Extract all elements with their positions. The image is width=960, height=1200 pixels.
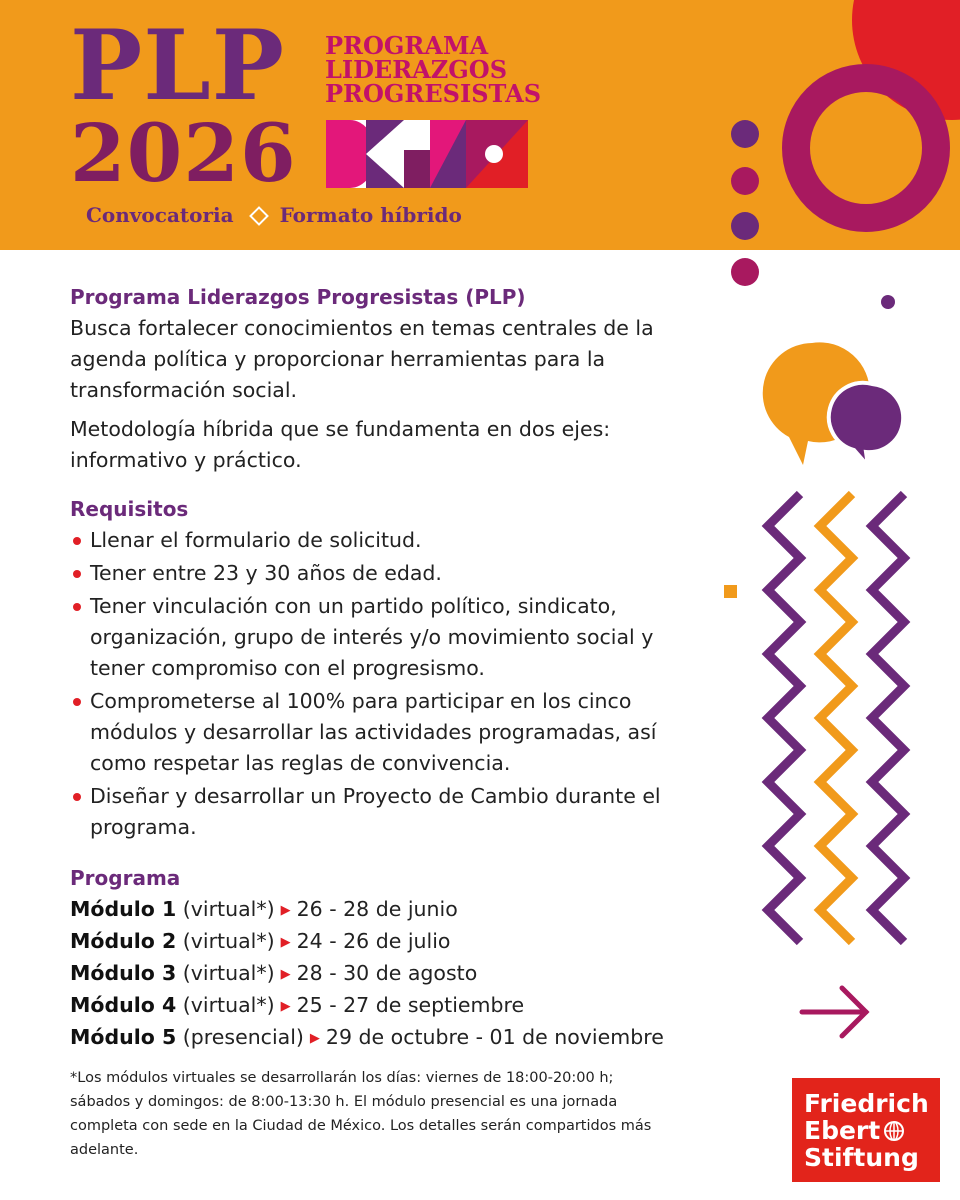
module-row: Módulo 2 (virtual*) ▶ 24 - 26 de julio	[70, 929, 451, 953]
list-item: Diseñar y desarrollar un Proyecto de Cambio durante el programa.	[70, 781, 710, 843]
bullet-icon	[73, 793, 81, 801]
dot-icon	[731, 167, 759, 195]
dot-icon	[731, 258, 759, 286]
module-row: Módulo 3 (virtual*) ▶ 28 - 30 de agosto	[70, 961, 478, 985]
list-item: Tener entre 23 y 30 años de edad.	[70, 558, 710, 589]
bullet-icon	[73, 698, 81, 706]
list-item: Comprometerse al 100% para participar en los cinco módulos y desarrollar las actividades programadas, así como respetar las reglas de convivencia.	[70, 686, 710, 779]
intro-paragraph-2: Metodología híbrida que se fundamenta en dos ejes: informativo y práctico.	[70, 417, 611, 472]
arrow-right-icon	[802, 988, 866, 1036]
footnote: *Los módulos virtuales se desarrollarán los días: viernes de 18:00-20:00 h; sábados y domingos: de 8:00-13:30 h. El módulo presencial es una jornada completa con sede en la Ciudad de México. Los detalles serán compartidos más adelante.	[70, 1070, 652, 1158]
logo-year: 2026	[70, 106, 297, 200]
foundation-line-1: Friedrich	[804, 1089, 929, 1118]
dot-icon	[881, 295, 895, 309]
program-name-line-2: LIDERAZGOS	[325, 55, 508, 84]
list-item: Llenar el formulario de solicitud.	[70, 525, 710, 556]
dot-icon	[731, 120, 759, 148]
speech-bubble-icon	[829, 383, 903, 466]
foundation-line-3: Stiftung	[804, 1143, 919, 1172]
bullet-icon	[73, 603, 81, 611]
logo-plp: PLP	[70, 9, 285, 122]
program-title: Programa	[70, 866, 181, 890]
intro-title: Programa Liderazgos Progresistas (PLP)	[70, 285, 526, 309]
triangle-right-icon: ▶	[280, 999, 291, 1014]
bullet-icon	[73, 570, 81, 578]
module-row: Módulo 4 (virtual*) ▶ 25 - 27 de septiembre	[70, 993, 525, 1017]
program-name-line-3: PROGRESISTAS	[325, 79, 542, 108]
triangle-right-icon: ▶	[309, 1031, 320, 1046]
requirements-list	[70, 525, 710, 843]
program-name-line-1: PROGRAMA	[325, 31, 489, 60]
requirements-title: Requisitos	[70, 497, 189, 521]
main-content	[70, 282, 710, 1054]
call-label: Convocatoria	[86, 203, 234, 227]
foundation-line-2: Ebert	[804, 1117, 940, 1144]
intro-paragraph-1: Busca fortalecer conocimientos en temas centrales de la agenda política y proporcionar herramientas para la transformación social.	[70, 316, 654, 402]
bullet-icon	[73, 537, 81, 545]
triangle-right-icon: ▶	[280, 903, 291, 918]
globe-icon	[883, 1120, 905, 1142]
foundation-logo	[792, 1078, 940, 1182]
format-label: Formato híbrido	[279, 203, 462, 227]
triangle-right-icon: ▶	[280, 967, 291, 982]
list-item: Tener vinculación con un partido político, sindicato, organización, grupo de interés y/o movimiento social y tener compromiso con el progresismo.	[70, 591, 710, 684]
triangle-right-icon: ▶	[280, 935, 291, 950]
module-row: Módulo 1 (virtual*) ▶ 26 - 28 de junio	[70, 897, 458, 921]
dot-icon	[731, 212, 759, 240]
module-row: Módulo 5 (presencial) ▶ 29 de octubre - 01 de noviembre	[70, 1025, 664, 1049]
